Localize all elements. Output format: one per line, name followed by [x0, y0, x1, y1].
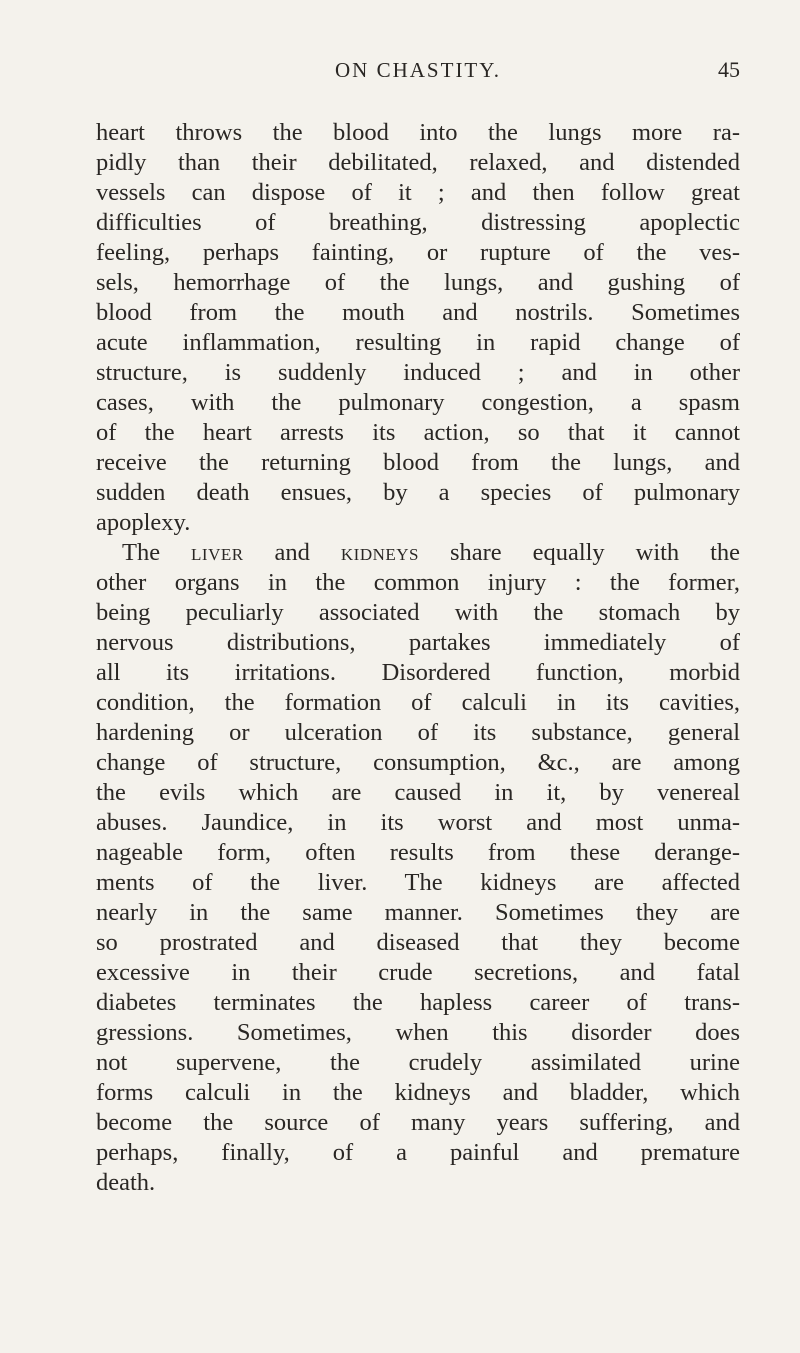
text-line: feeling, perhaps fainting, or rupture of the ves-	[96, 239, 740, 266]
text-line: other organs in the common injury : the former,	[96, 569, 740, 596]
word-liver: liver	[191, 539, 244, 566]
text-line: nearly in the same manner. Sometimes they are	[96, 899, 740, 926]
text-line: difficulties of breathing, distressing apoplectic	[96, 209, 740, 236]
text-line: all its irritations. Disordered function, morbid	[96, 659, 740, 686]
text-line: receive the returning blood from the lungs, and	[96, 449, 740, 476]
text-line: nervous distributions, partakes immediately of	[96, 629, 740, 656]
text-line: being peculiarly associated with the stomach by	[96, 599, 740, 626]
text-line: pidly than their debilitated, relaxed, and distended	[96, 149, 740, 176]
text-line: not supervene, the crudely assimilated urine	[96, 1049, 740, 1076]
text-line: change of structure, consumption, &c., are among	[96, 749, 740, 776]
text-line: forms calculi in the kidneys and bladder, which	[96, 1079, 740, 1106]
text-line: condition, the formation of calculi in its cavities,	[96, 689, 740, 716]
line-remainder: share equally with the	[449, 539, 740, 566]
text-line: hardening or ulceration of its substance, general	[96, 719, 740, 746]
text-line: ments of the liver. The kidneys are affected	[96, 869, 740, 896]
text-line: sels, hemorrhage of the lungs, and gushing of	[96, 269, 740, 296]
text-line: vessels can dispose of it ; and then follow great	[96, 179, 740, 206]
running-title: ON CHASTITY.	[335, 58, 501, 82]
text-line: of the heart arrests its action, so that it cannot	[96, 419, 740, 446]
text-line: blood from the mouth and nostrils. Sometimes	[96, 299, 740, 326]
word-kidneys: kidneys	[340, 539, 419, 566]
text-line: cases, with the pulmonary congestion, a spasm	[96, 389, 740, 416]
text-line: structure, is suddenly induced ; and in other	[96, 359, 740, 386]
word-the: The	[122, 539, 161, 566]
text-line: apoplexy.	[96, 509, 191, 536]
text-line: the evils which are caused in it, by venereal	[96, 779, 740, 806]
body-text	[96, 118, 740, 1198]
text-line: nageable form, often results from these derange-	[96, 839, 740, 866]
paragraph-start-line	[96, 538, 740, 568]
text-line: heart throws the blood into the lungs more ra-	[96, 119, 740, 146]
page-number: 45	[718, 57, 740, 82]
text-line: abuses. Jaundice, in its worst and most unma-	[96, 809, 740, 836]
running-head	[96, 55, 740, 85]
text-line: diabetes terminates the hapless career of trans-	[96, 989, 740, 1016]
text-line: so prostrated and diseased that they become	[96, 929, 740, 956]
word-and: and	[274, 539, 310, 566]
text-line: gressions. Sometimes, when this disorder does	[96, 1019, 740, 1046]
text-line: death.	[96, 1169, 156, 1196]
text-line: excessive in their crude secretions, and fatal	[96, 959, 740, 986]
text-line: sudden death ensues, by a species of pulmonary	[96, 479, 740, 506]
text-line: perhaps, finally, of a painful and premature	[96, 1139, 740, 1166]
text-line: become the source of many years suffering, and	[96, 1109, 740, 1136]
text-line: acute inflammation, resulting in rapid change of	[96, 329, 740, 356]
